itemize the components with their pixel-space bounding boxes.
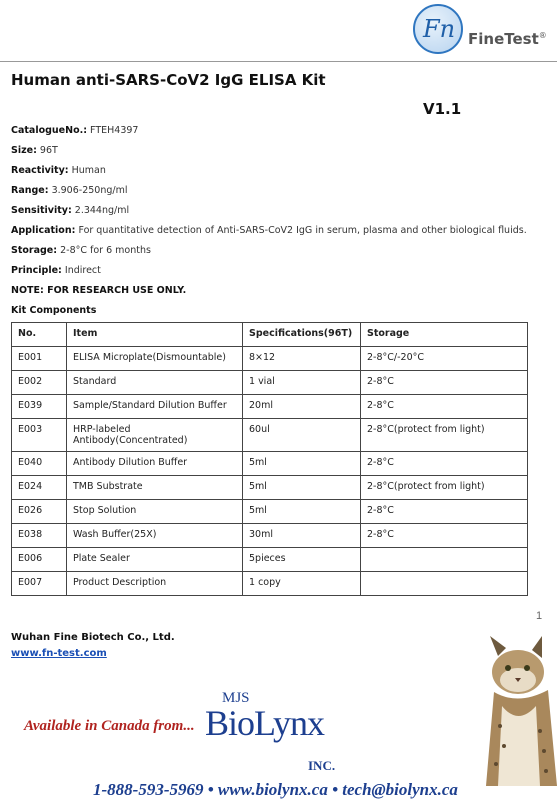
mjs-text: MJS [222, 690, 250, 706]
brand-name [468, 30, 547, 48]
cell-item: Sample/Standard Dilution Buffer [67, 395, 243, 419]
field-value: Human [71, 165, 106, 176]
logo-monogram: Fn [423, 15, 456, 43]
field-value: 2.344ng/ml [74, 205, 130, 216]
field-label: Application: [11, 225, 76, 236]
cell-no: E026 [12, 500, 67, 524]
header-specifications: Specifications(96T) [243, 323, 361, 347]
field-label: CatalogueNo.: [11, 125, 88, 136]
field-label: Reactivity: [11, 165, 69, 176]
cell-spec: 30ml [243, 524, 361, 548]
cell-no: E003 [12, 419, 67, 452]
field-range [11, 185, 127, 196]
version-label: V1.1 [423, 100, 462, 118]
header-item: Item [67, 323, 243, 347]
cell-item: Plate Sealer [67, 548, 243, 572]
field-catalogue [11, 125, 138, 136]
distributor-contact: 1-888-593-5969 • www.biolynx.ca • tech@biolynx.ca [93, 780, 458, 799]
company-name: Wuhan Fine Biotech Co., Ltd. [11, 632, 175, 643]
cell-no: E002 [12, 371, 67, 395]
finetest-logo [413, 4, 463, 54]
cell-spec: 8×12 [243, 347, 361, 371]
cell-item: Standard [67, 371, 243, 395]
field-storage [11, 245, 151, 256]
table-row [12, 419, 528, 452]
lynx-icon [480, 636, 557, 786]
table-row [12, 395, 528, 419]
table-row [12, 371, 528, 395]
field-principle [11, 265, 101, 276]
note-text: NOTE: FOR RESEARCH USE ONLY. [11, 285, 187, 296]
cell-no: E006 [12, 548, 67, 572]
table-row [12, 500, 528, 524]
cell-no: E007 [12, 572, 67, 596]
field-label: Storage: [11, 245, 58, 256]
field-size [11, 145, 58, 156]
field-label: Principle: [11, 265, 62, 276]
biolynx-inc-text: INC. [308, 758, 336, 773]
cell-spec: 5pieces [243, 548, 361, 572]
document-title: Human anti-SARS-CoV2 IgG ELISA Kit [11, 71, 326, 89]
cell-spec: 1 copy [243, 572, 361, 596]
cell-spec: 5ml [243, 476, 361, 500]
cell-storage: 2-8°C [361, 395, 528, 419]
cell-item: Product Description [67, 572, 243, 596]
kit-heading-text: Kit Components [11, 305, 97, 316]
field-value: For quantitative detection of Anti-SARS-CoV2 IgG in serum, plasma and other biological fluids. [78, 225, 527, 236]
cell-item: HRP-labeled Antibody(Concentrated) [67, 419, 243, 452]
research-note [11, 285, 186, 296]
page-number: 1 [536, 610, 543, 622]
cell-storage [361, 548, 528, 572]
cell-storage: 2-8°C [361, 500, 528, 524]
cell-no: E001 [12, 347, 67, 371]
table-row [12, 524, 528, 548]
cell-spec: 20ml [243, 395, 361, 419]
cell-storage [361, 572, 528, 596]
cell-item: TMB Substrate [67, 476, 243, 500]
field-label: Sensitivity: [11, 205, 72, 216]
brand-text: FineTest [468, 30, 539, 48]
table-row [12, 572, 528, 596]
cell-storage: 2-8°C [361, 371, 528, 395]
table-row [12, 476, 528, 500]
table-header-row [12, 323, 528, 347]
cell-storage: 2-8°C/-20°C [361, 347, 528, 371]
biolynx-logo-text: BioLynx [205, 703, 325, 743]
table-row [12, 548, 528, 572]
table-row [12, 347, 528, 371]
cell-storage: 2-8°C [361, 452, 528, 476]
cell-no: E039 [12, 395, 67, 419]
cell-item: ELISA Microplate(Dismountable) [67, 347, 243, 371]
cell-storage: 2-8°C [361, 524, 528, 548]
cell-spec: 5ml [243, 452, 361, 476]
cell-storage: 2-8°C(protect from light) [361, 419, 528, 452]
header-storage: Storage [361, 323, 528, 347]
cell-no: E038 [12, 524, 67, 548]
field-value: FTEH4397 [90, 125, 139, 136]
table-row [12, 452, 528, 476]
field-value: 96T [39, 145, 58, 156]
field-value: 2-8°C for 6 months [60, 245, 151, 256]
cell-spec: 5ml [243, 500, 361, 524]
kit-components-table [11, 322, 528, 596]
cell-item: Stop Solution [67, 500, 243, 524]
cell-spec: 60ul [243, 419, 361, 452]
registered-mark: ® [538, 31, 547, 40]
field-value: Indirect [64, 265, 101, 276]
website-link[interactable]: www.fn-test.com [11, 648, 107, 659]
header-no: No. [12, 323, 67, 347]
cell-no: E040 [12, 452, 67, 476]
cell-storage: 2-8°C(protect from light) [361, 476, 528, 500]
cell-item: Antibody Dilution Buffer [67, 452, 243, 476]
cell-spec: 1 vial [243, 371, 361, 395]
cell-no: E024 [12, 476, 67, 500]
availability-text: Available in Canada from... [24, 718, 195, 734]
field-reactivity [11, 165, 106, 176]
field-label: Size: [11, 145, 37, 156]
kit-components-heading [11, 305, 96, 316]
cell-item: Wash Buffer(25X) [67, 524, 243, 548]
field-value: 3.906-250ng/ml [51, 185, 128, 196]
header-divider [0, 61, 557, 62]
field-sensitivity [11, 205, 129, 216]
field-application [11, 225, 527, 236]
field-label: Range: [11, 185, 49, 196]
